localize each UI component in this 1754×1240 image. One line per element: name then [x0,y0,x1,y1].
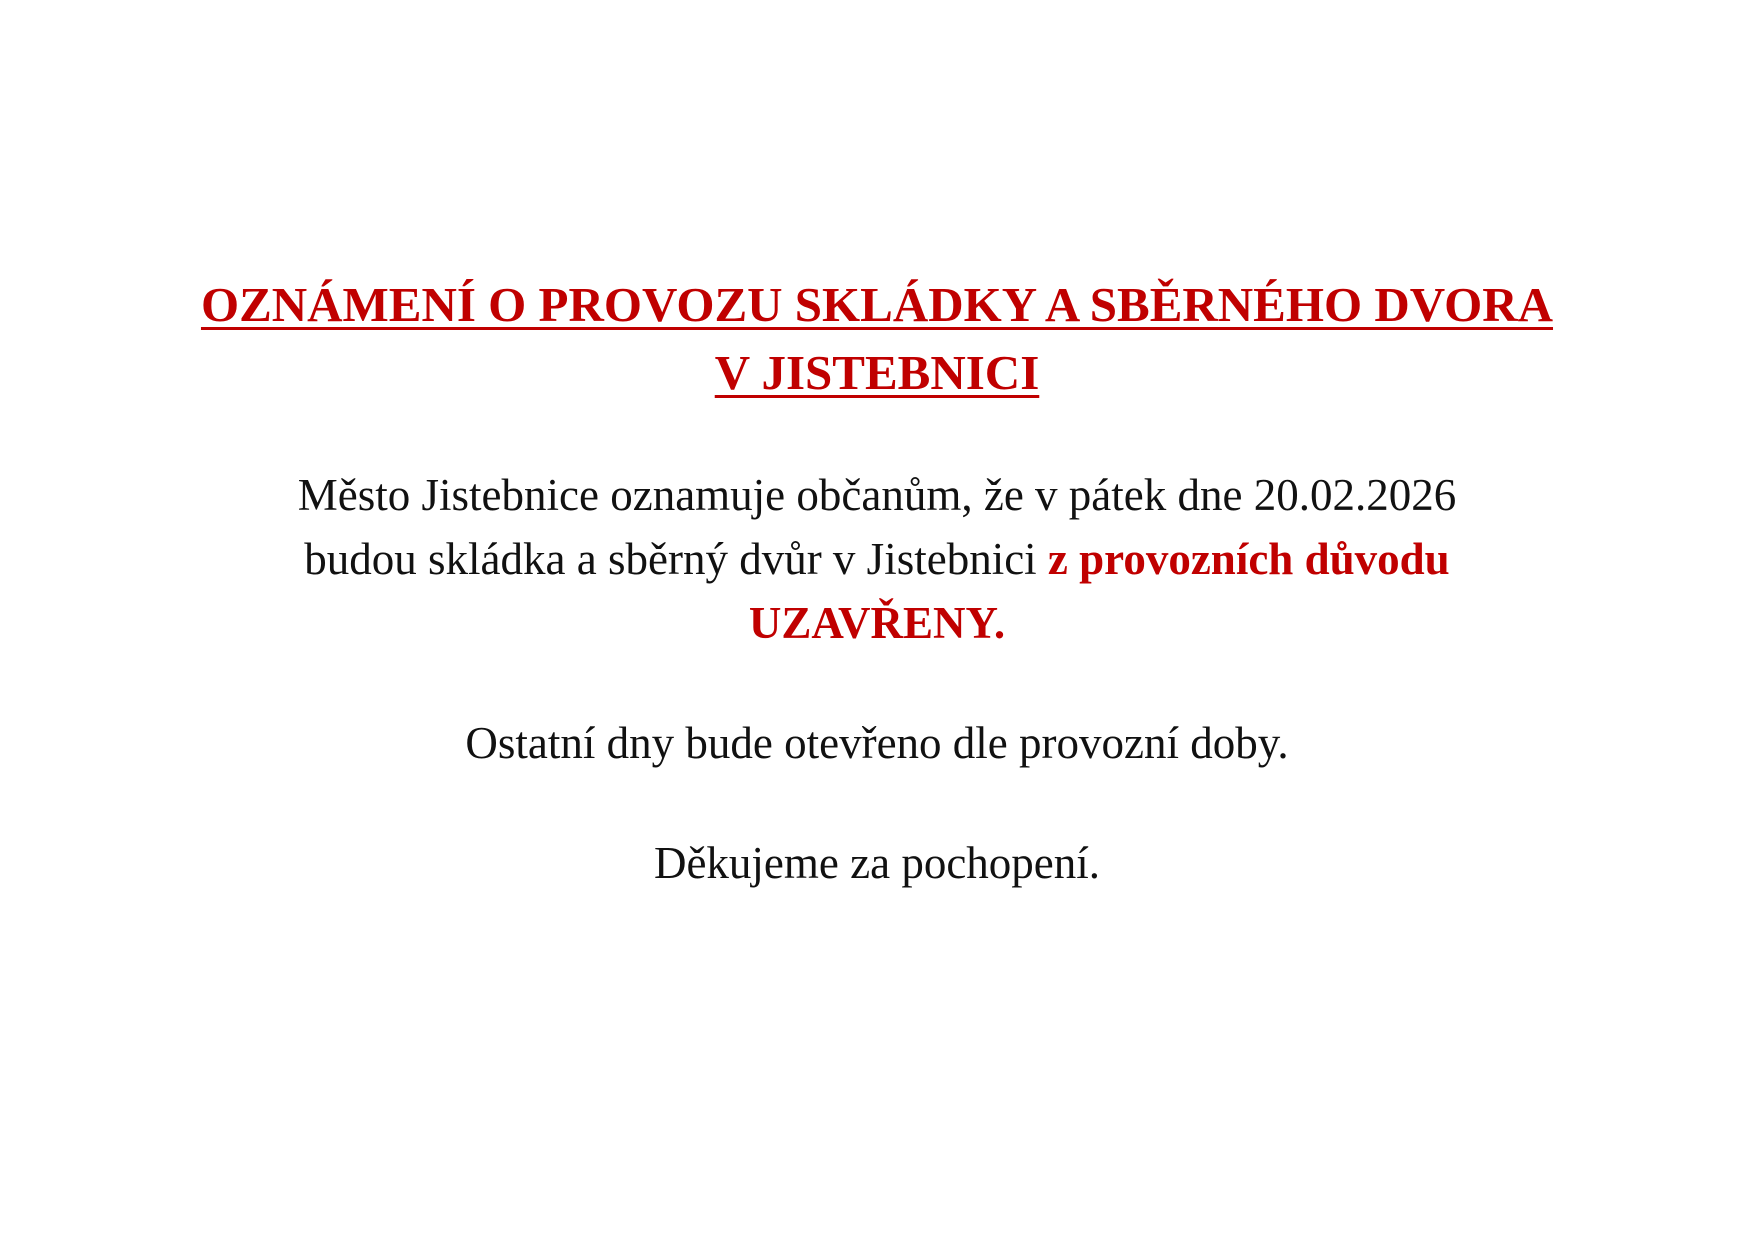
closure-announcement [150,463,1604,655]
notice-title [150,271,1604,407]
title-line-2: V JISTEBNICI [714,345,1040,400]
thank-you-note: Děkujeme za pochopení. [653,838,1101,888]
announcement-reason: z provozních důvodu [1047,534,1450,584]
announcement-line-1: Město Jistebnice oznamuje občanům, že v pátek dne 20.02.2026 [297,470,1457,520]
other-days-note: Ostatní dny bude otevřeno dle provozní doby. [465,718,1289,768]
closed-status: UZAVŘENY. [748,598,1006,648]
announcement-line-2-text: budou skládka a sběrný dvůr v Jistebnici [304,534,1048,584]
notice-content [150,271,1604,895]
title-line-1: OZNÁMENÍ O PROVOZU SKLÁDKY A SBĚRNÉHO DVORA [200,277,1554,332]
